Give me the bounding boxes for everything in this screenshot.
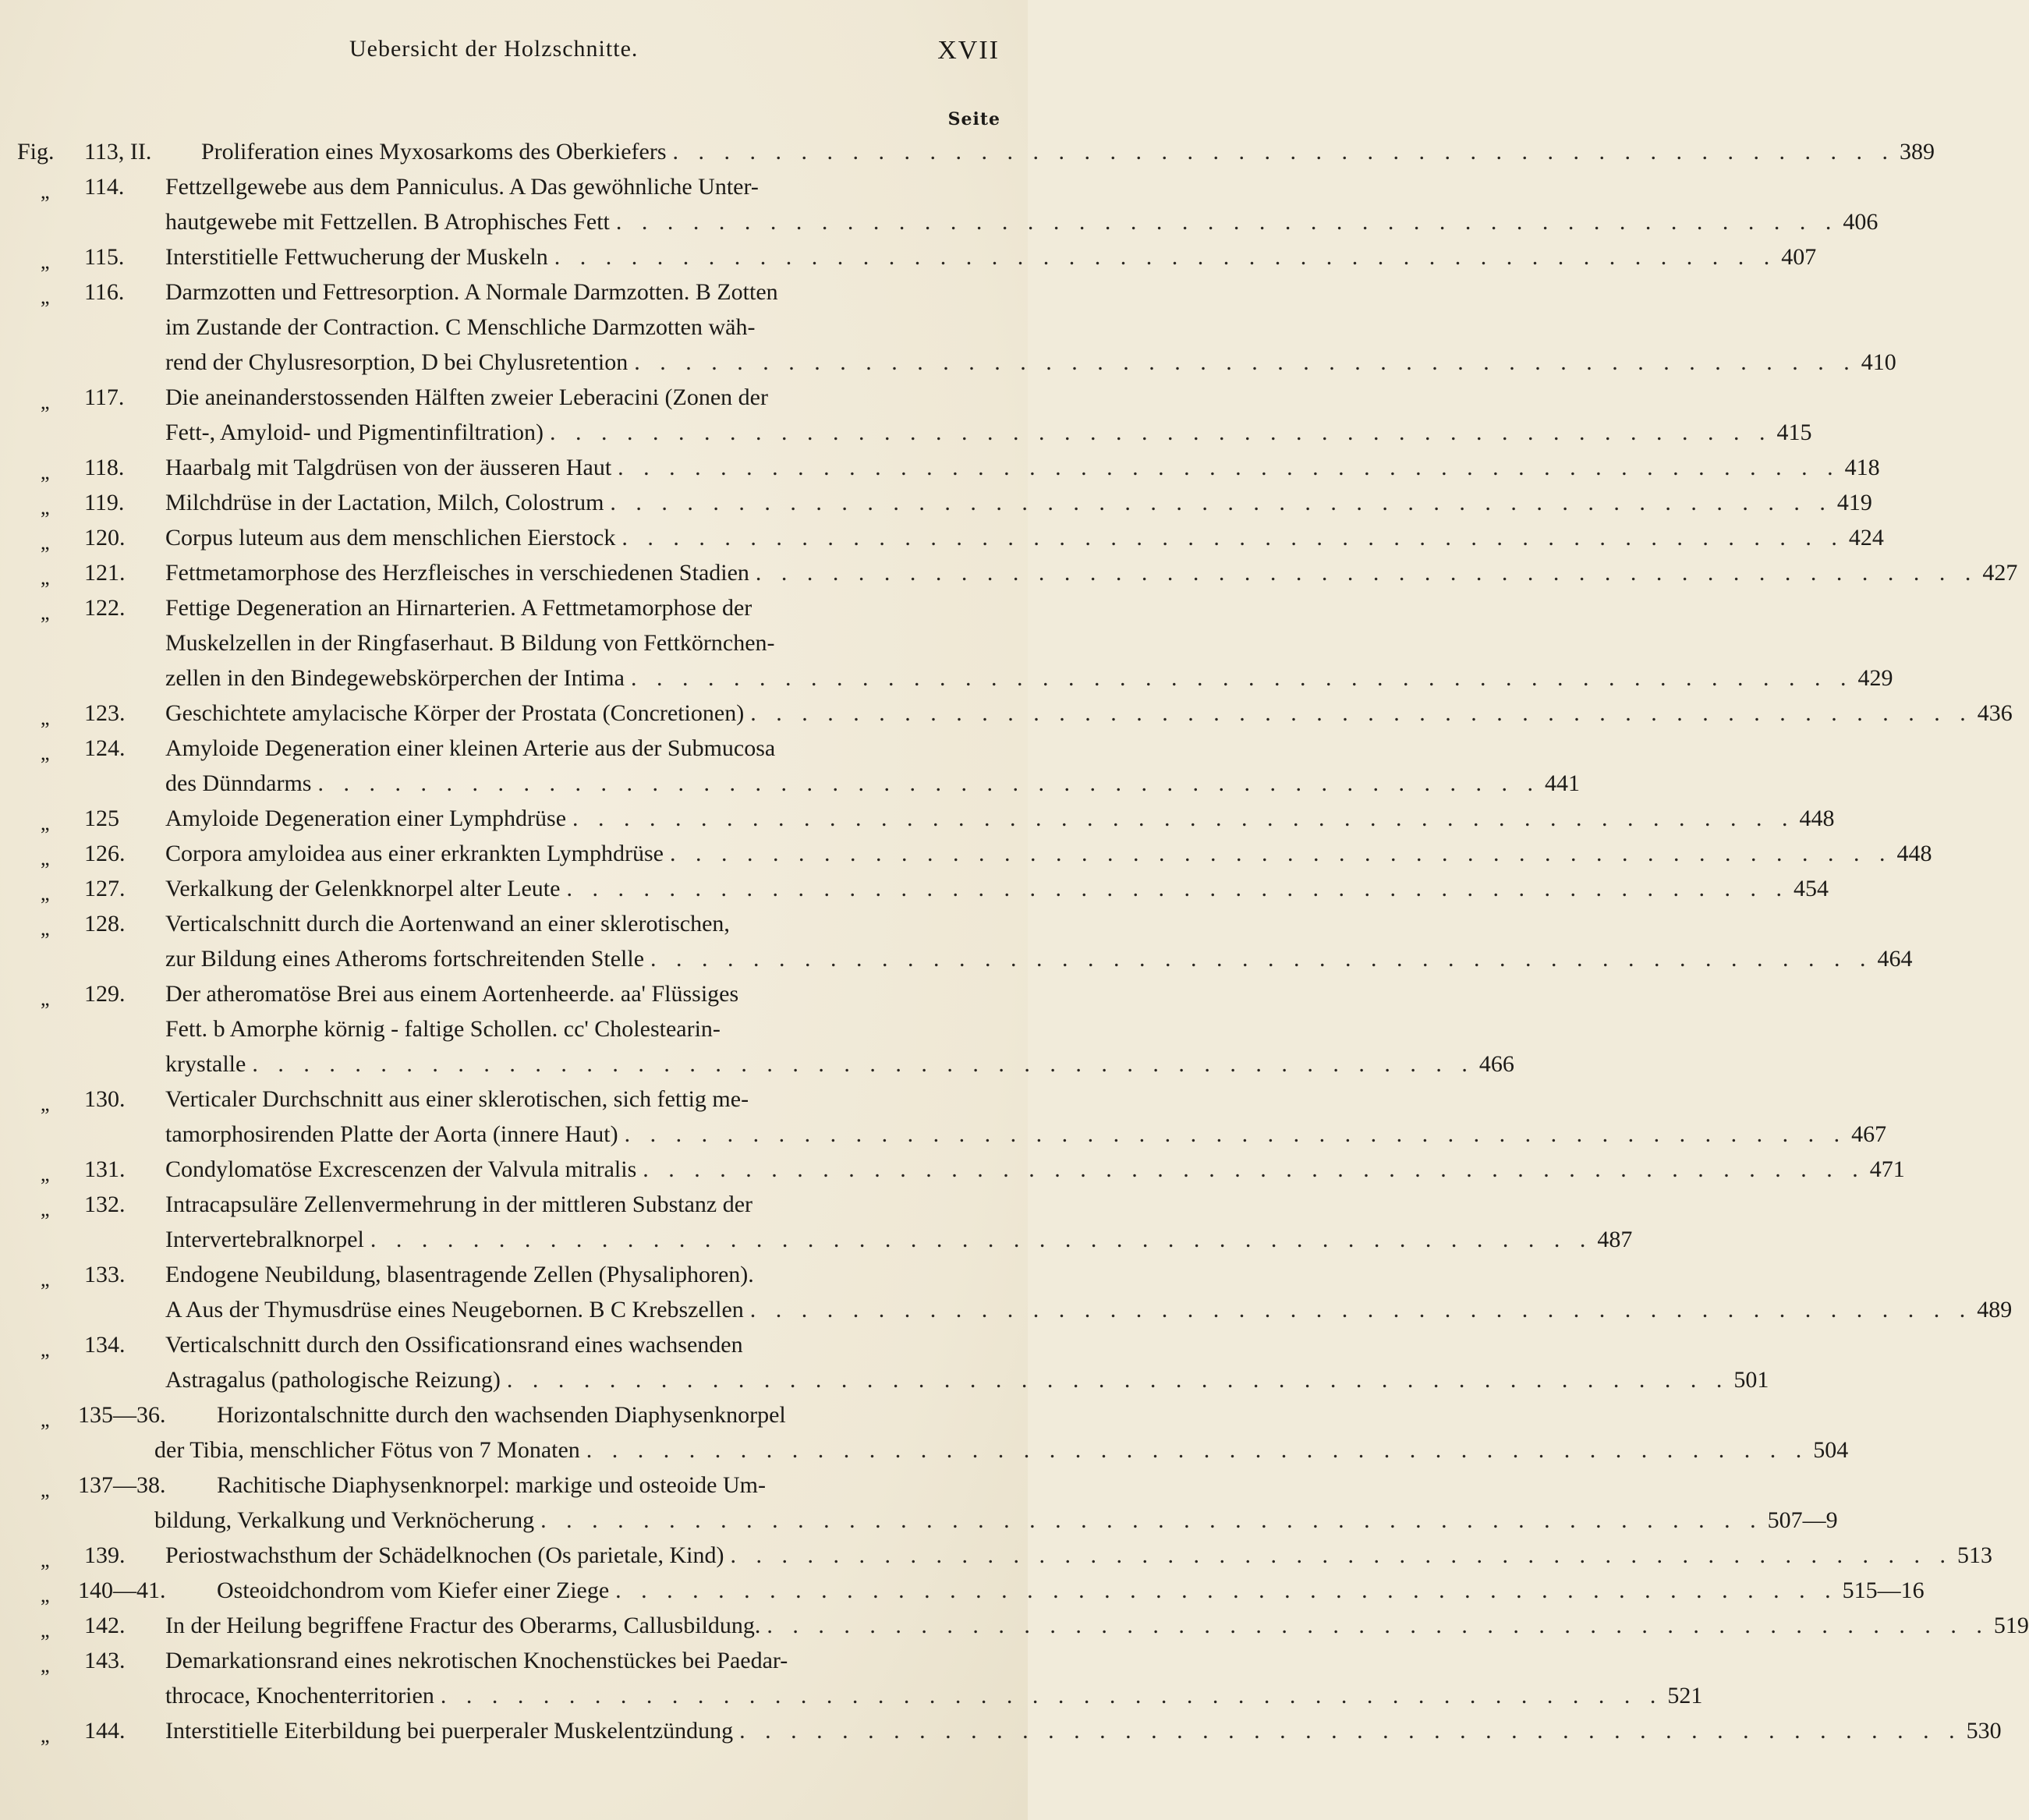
page-reference: 424 (1848, 525, 1884, 551)
leader-dots: . . . . . . . . . . . . . . . . . . . . . . . . . . . . . . . . . . . . . . . . . . . . . . . . (586, 1437, 1809, 1463)
entry-prefix: „ (41, 1478, 50, 1501)
description-last-line (201, 134, 1935, 169)
entry-prefix: „ (41, 1338, 50, 1361)
page-reference: 441 (1544, 770, 1580, 796)
figure-number: 125 (84, 806, 119, 831)
description-line: Verticaler Durchschnitt aus einer sklerotischen, sich fettig me- (165, 1086, 749, 1112)
entry-prefix: „ (41, 847, 50, 869)
page-header (0, 36, 1028, 67)
figure-entry (0, 520, 1884, 555)
page-reference: 427 (1982, 560, 2018, 586)
figure-number: 139. (84, 1542, 126, 1568)
entry-prefix: „ (41, 180, 50, 203)
leader-dots: . . . . . . . . . . . . . . . . . . . . . . . . . . . . . . . . . . . . . . . . . . . . . . . . (672, 139, 1896, 165)
page-reference: 513 (1956, 1542, 1992, 1568)
description-line: Die aneinanderstossenden Hälften zweier Leberacini (Zonen der (165, 384, 768, 410)
leader-dots: . . . . . . . . . . . . . . . . . . . . . . . . . . . . . . . . . . . . . . . . . . . . . . . . (730, 1542, 1953, 1568)
description-text: Corpus luteum aus dem menschlichen Eierstock (165, 525, 616, 551)
description-last-line (165, 871, 1829, 906)
description-last-line (165, 766, 1580, 801)
figure-description (165, 871, 1829, 906)
description-last-line (165, 696, 2013, 731)
page-reference: 454 (1793, 876, 1829, 901)
description-last-line (165, 1152, 1905, 1187)
description-text: Astragalus (pathologische Reizung) (165, 1367, 501, 1393)
figure-entry (0, 239, 1817, 274)
figure-entry (0, 1608, 2029, 1643)
figure-description (165, 274, 1896, 380)
figure-description (165, 1538, 1992, 1573)
leader-dots: . . . . . . . . . . . . . . . . . . . . . . . . . . . . . . . . . . . . . . . . . . . . . . . . (630, 665, 1854, 691)
figure-number: 118. (84, 455, 125, 480)
page-reference: 429 (1857, 665, 1893, 691)
description-line: Rachitische Diaphysenknorpel: markige und osteoide Um- (217, 1472, 766, 1498)
page-reference: 471 (1869, 1156, 1905, 1182)
page-reference: 521 (1667, 1683, 1703, 1708)
description-last-line (165, 660, 1893, 696)
figure-entry (0, 555, 2018, 590)
figure-description (165, 1713, 2002, 1748)
figure-entry (0, 1152, 1905, 1187)
page-reference: 448 (1896, 841, 1932, 866)
figure-number: 130. (84, 1086, 126, 1112)
figure-number: 122. (84, 595, 126, 621)
entry-prefix: „ (41, 461, 50, 483)
entry-prefix: „ (41, 496, 50, 519)
figure-entry (0, 1468, 1838, 1538)
figure-number: 124. (84, 735, 126, 761)
description-last-line (165, 836, 1932, 871)
figure-description (165, 239, 1817, 274)
description-text: Fett-, Amyloid- und Pigmentinfiltration) (165, 420, 544, 445)
description-line: Endogene Neubildung, blasentragende Zellen (Physaliphoren). (165, 1262, 754, 1287)
description-text: Haarbalg mit Talgdrüsen von der äusseren Haut (165, 455, 612, 480)
page-reference: 436 (1977, 700, 2013, 726)
figure-number: 131. (84, 1156, 126, 1182)
description-last-line (217, 1573, 1925, 1608)
figure-description (165, 1082, 1887, 1152)
entry-prefix: „ (41, 250, 50, 273)
figure-entry (0, 380, 1812, 450)
leader-dots: . . . . . . . . . . . . . . . . . . . . . . . . . . . . . . . . . . . . . . . . . . . . . . . . (618, 455, 1840, 480)
page-reference: 487 (1597, 1227, 1633, 1252)
description-text: Corpora amyloidea aus einer erkrankten Lymphdrüse (165, 841, 664, 866)
entry-prefix: „ (41, 1408, 50, 1431)
figure-index-list (0, 134, 2029, 1748)
description-last-line (165, 1046, 1514, 1082)
entry-prefix: „ (41, 1092, 50, 1115)
description-text: des Dünndarms (165, 770, 312, 796)
figure-description (201, 134, 1935, 169)
description-line: Darmzotten und Fettresorption. A Normale Darmzotten. B Zotten (165, 279, 778, 305)
entry-prefix: „ (41, 1198, 50, 1220)
description-text: Condylomatöse Excrescenzen der Valvula mitralis (165, 1156, 637, 1182)
figure-description (165, 1608, 2029, 1643)
description-last-line (165, 941, 1913, 976)
description-line: Amyloide Degeneration einer kleinen Arterie aus der Submucosa (165, 735, 776, 761)
leader-dots: . . . . . . . . . . . . . . . . . . . . . . . . . . . . . . . . . . . . . . . . . . . . . . . . (554, 244, 1777, 270)
figure-number: 144. (84, 1718, 126, 1744)
description-text: bildung, Verkalkung und Verknöcherung (154, 1507, 535, 1533)
figure-number: 123. (84, 700, 126, 726)
figure-description (165, 485, 1872, 520)
description-line: Horizontalschnitte durch den wachsenden Diaphysenknorpel (217, 1402, 786, 1428)
entry-prefix: Fig. (17, 139, 55, 165)
entry-prefix: „ (41, 917, 50, 940)
figure-number: 115. (84, 244, 125, 270)
description-last-line (165, 801, 1835, 836)
leader-dots: . . . . . . . . . . . . . . . . . . . . . . . . . . . . . . . . . . . . . . . . . . . . . . . . (624, 1121, 1847, 1147)
figure-entry (0, 169, 1879, 239)
figure-number: 135—36. (78, 1402, 166, 1428)
page-reference: 418 (1844, 455, 1880, 480)
figure-description (217, 1573, 1925, 1608)
description-line: Verticalschnitt durch die Aortenwand an einer sklerotischen, (165, 911, 730, 937)
figure-description (165, 836, 1932, 871)
description-text: rend der Chylusresorption, D bei Chylusretention (165, 349, 629, 375)
figure-description (165, 731, 1580, 801)
figure-entry (0, 450, 1880, 485)
description-text: Milchdrüse in der Lactation, Milch, Colostrum (165, 490, 604, 515)
figure-number: 120. (84, 525, 126, 551)
figure-entry (0, 134, 1935, 169)
leader-dots: . . . . . . . . . . . . . . . . . . . . . . . . . . . . . . . . . . . . . . . . . . . . . . . . (610, 490, 1832, 515)
figure-number: 128. (84, 911, 126, 937)
description-last-line (165, 1117, 1887, 1152)
page-reference: 507—9 (1767, 1507, 1838, 1533)
leader-dots: . . . . . . . . . . . . . . . . . . . . . . . . . . . . . . . . . . . . . . . . . . . . . . . . (440, 1683, 1663, 1708)
leader-dots: . . . . . . . . . . . . . . . . . . . . . . . . . . . . . . . . . . . . . . . . . . . . . . . . (634, 349, 1857, 375)
figure-number: 117. (84, 384, 125, 410)
description-last-line (165, 1608, 2029, 1643)
entry-prefix: „ (41, 1163, 50, 1185)
description-last-line (165, 1678, 1703, 1713)
page-reference: 448 (1799, 806, 1835, 831)
figure-number: 113, II. (84, 139, 152, 165)
figure-entry (0, 1327, 1769, 1397)
figure-entry (0, 731, 1580, 801)
page-reference: 519 (1993, 1613, 2029, 1638)
figure-entry (0, 836, 1932, 871)
figure-entry (0, 1257, 2013, 1327)
description-text: zellen in den Bindegewebskörperchen der Intima (165, 665, 625, 691)
figure-number: 132. (84, 1191, 126, 1217)
page-number: XVII (937, 36, 1000, 65)
entry-prefix: „ (41, 1584, 50, 1606)
figure-entry (0, 1713, 2002, 1748)
figure-description (165, 1257, 2013, 1327)
description-line: Der atheromatöse Brei aus einem Aortenheerde. aa' Flüssiges (165, 981, 739, 1007)
figure-description (165, 1187, 1633, 1257)
figure-entry (0, 976, 1514, 1082)
figure-description (165, 450, 1880, 485)
figure-number: 116. (84, 279, 125, 305)
figure-description (165, 906, 1913, 976)
description-last-line (165, 1222, 1633, 1257)
entry-prefix: „ (41, 391, 50, 413)
description-last-line (165, 555, 2018, 590)
description-text: zur Bildung eines Atheroms fortschreitenden Stelle (165, 946, 645, 972)
description-text: Amyloide Degeneration einer Lymphdrüse (165, 806, 567, 831)
leader-dots: . . . . . . . . . . . . . . . . . . . . . . . . . . . . . . . . . . . . . . . . . . . . . . . . (650, 946, 1873, 972)
description-text: Interstitielle Fettwucherung der Muskeln (165, 244, 548, 270)
description-text: tamorphosirenden Platte der Aorta (innere Haut) (165, 1121, 618, 1147)
description-text: Interstitielle Eiterbildung bei puerperaler Muskelentzündung (165, 1718, 734, 1744)
entry-prefix: „ (41, 531, 50, 554)
description-text: der Tibia, menschlicher Fötus von 7 Monaten (154, 1437, 580, 1463)
description-text: throcace, Knochenterritorien (165, 1683, 434, 1708)
page-reference: 464 (1877, 946, 1913, 972)
running-title: Uebersicht der Holzschnitte. (349, 36, 639, 62)
leader-dots: . . . . . . . . . . . . . . . . . . . . . . . . . . . . . . . . . . . . . . . . . . . . . . . . (750, 700, 1973, 726)
description-last-line (165, 520, 1884, 555)
description-text: hautgewebe mit Fettzellen. B Atrophisches Fett (165, 209, 610, 235)
description-last-line (165, 345, 1896, 380)
entry-prefix: „ (41, 812, 50, 834)
description-last-line (165, 450, 1880, 485)
leader-dots: . . . . . . . . . . . . . . . . . . . . . . . . . . . . . . . . . . . . . . . . . . . . . . . . (755, 560, 1978, 586)
figure-number: 121. (84, 560, 126, 586)
figure-description (154, 1397, 1849, 1468)
leader-dots: . . . . . . . . . . . . . . . . . . . . . . . . . . . . . . . . . . . . . . . . . . . . . . . . (370, 1227, 1593, 1252)
figure-description (165, 169, 1879, 239)
leader-dots: . . . . . . . . . . . . . . . . . . . . . . . . . . . . . . . . . . . . . . . . . . . . . . . . (749, 1297, 1973, 1323)
figure-description (165, 380, 1812, 450)
page-reference: 406 (1843, 209, 1879, 235)
entry-prefix: „ (41, 987, 50, 1010)
description-last-line (165, 239, 1817, 274)
page-reference: 467 (1851, 1121, 1887, 1147)
description-last-line (154, 1503, 1838, 1538)
description-last-line (165, 1538, 1992, 1573)
entry-prefix: „ (41, 1619, 50, 1641)
leader-dots: . . . . . . . . . . . . . . . . . . . . . . . . . . . . . . . . . . . . . . . . . . . . . . . . (739, 1718, 1962, 1744)
leader-dots: . . . . . . . . . . . . . . . . . . . . . . . . . . . . . . . . . . . . . . . . . . . . . . . . (615, 209, 1839, 235)
description-last-line (165, 1362, 1769, 1397)
entry-prefix: „ (41, 1724, 50, 1747)
figure-entry (0, 1082, 1887, 1152)
description-text: Fettmetamorphose des Herzfleisches in verschiedenen Stadien (165, 560, 749, 586)
description-text: Verkalkung der Gelenkknorpel alter Leute (165, 876, 561, 901)
figure-description (165, 555, 2018, 590)
description-line: Verticalschnitt durch den Ossificationsrand eines wachsenden (165, 1332, 743, 1358)
description-text: A Aus der Thymusdrüse eines Neugebornen. B C Krebszellen (165, 1297, 744, 1323)
figure-description (165, 976, 1514, 1082)
figure-number: 134. (84, 1332, 126, 1358)
leader-dots: . . . . . . . . . . . . . . . . . . . . . . . . . . . . . . . . . . . . . . . . . . . . . . . . (767, 1613, 1989, 1638)
description-last-line (165, 485, 1872, 520)
leader-dots: . . . . . . . . . . . . . . . . . . . . . . . . . . . . . . . . . . . . . . . . . . . . . . . . (615, 1577, 1838, 1603)
figure-entry (0, 274, 1896, 380)
page-reference: 501 (1733, 1367, 1769, 1393)
figure-description (165, 1152, 1905, 1187)
entry-prefix: „ (41, 285, 50, 308)
description-line: Fett. b Amorphe körnig - faltige Schollen. cc' Cholestearin- (165, 1016, 721, 1042)
page-reference: 410 (1861, 349, 1896, 375)
entry-prefix: „ (41, 706, 50, 729)
entry-prefix: „ (41, 1268, 50, 1291)
figure-entry (0, 1187, 1633, 1257)
page-reference: 504 (1813, 1437, 1849, 1463)
page-reference: 419 (1836, 490, 1872, 515)
figure-number: 133. (84, 1262, 126, 1287)
figure-number: 129. (84, 981, 126, 1007)
figure-entry (0, 1643, 1703, 1713)
description-line: Fettige Degeneration an Hirnarterien. A Fettmetamorphose der (165, 595, 752, 621)
figure-entry (0, 906, 1913, 976)
leader-dots: . . . . . . . . . . . . . . . . . . . . . . . . . . . . . . . . . . . . . . . . . . . . . . . . (669, 841, 1893, 866)
page-reference: 389 (1900, 139, 1935, 165)
description-text: krystalle (165, 1051, 246, 1077)
figure-description (165, 1327, 1769, 1397)
figure-number: 119. (84, 490, 125, 515)
figure-entry (0, 801, 1835, 836)
page-reference: 515—16 (1842, 1577, 1925, 1603)
description-line: im Zustande der Contraction. C Menschliche Darmzotten wäh- (165, 314, 756, 340)
description-last-line (154, 1432, 1849, 1468)
figure-entry (0, 1538, 1992, 1573)
leader-dots: . . . . . . . . . . . . . . . . . . . . . . . . . . . . . . . . . . . . . . . . . . . . . . . . (317, 770, 1540, 796)
description-last-line (165, 1292, 2013, 1327)
description-text: Geschichtete amylacische Körper der Prostata (Concretionen) (165, 700, 745, 726)
figure-entry (0, 1397, 1849, 1468)
figure-entry (0, 485, 1872, 520)
page-reference: 415 (1776, 420, 1812, 445)
leader-dots: . . . . . . . . . . . . . . . . . . . . . . . . . . . . . . . . . . . . . . . . . . . . . . . . (252, 1051, 1475, 1077)
figure-description (165, 696, 2013, 731)
figure-number: 137—38. (78, 1472, 166, 1498)
entry-prefix: „ (41, 1549, 50, 1571)
entry-prefix: „ (41, 566, 50, 589)
description-text: Proliferation eines Myxosarkoms des Oberkiefers (201, 139, 667, 165)
figure-description (165, 1643, 1703, 1713)
description-text: Intervertebralknorpel (165, 1227, 364, 1252)
figure-description (165, 520, 1884, 555)
leader-dots: . . . . . . . . . . . . . . . . . . . . . . . . . . . . . . . . . . . . . . . . . . . . . . . . (506, 1367, 1730, 1393)
figure-description (165, 801, 1835, 836)
figure-number: 143. (84, 1648, 126, 1673)
figure-entry (0, 871, 1829, 906)
description-last-line (165, 204, 1879, 239)
leader-dots: . . . . . . . . . . . . . . . . . . . . . . . . . . . . . . . . . . . . . . . . . . . . . . . . (643, 1156, 1865, 1182)
figure-number: 114. (84, 174, 125, 200)
description-text: Periostwachsthum der Schädelknochen (Os parietale, Kind) (165, 1542, 724, 1568)
page-reference: 489 (1977, 1297, 2013, 1323)
description-line: Muskelzellen in der Ringfaserhaut. B Bildung von Fettkörnchen- (165, 630, 775, 656)
entry-prefix: „ (41, 601, 50, 624)
entry-prefix: „ (41, 882, 50, 905)
figure-description (154, 1468, 1838, 1538)
leader-dots: . . . . . . . . . . . . . . . . . . . . . . . . . . . . . . . . . . . . . . . . . . . . . . . . (621, 525, 1844, 551)
figure-entry (0, 590, 1893, 696)
page-reference: 466 (1478, 1051, 1514, 1077)
figure-description (165, 590, 1893, 696)
description-text: Osteoidchondrom vom Kiefer einer Ziege (217, 1577, 610, 1603)
figure-entry (0, 1573, 1925, 1608)
entry-prefix: „ (41, 1654, 50, 1677)
description-text: In der Heilung begriffene Fractur des Oberarms, Callusbildung. (165, 1613, 761, 1638)
leader-dots: . . . . . . . . . . . . . . . . . . . . . . . . . . . . . . . . . . . . . . . . . . . . . . . . (549, 420, 1772, 445)
figure-number: 126. (84, 841, 126, 866)
figure-number: 127. (84, 876, 126, 901)
description-line: Demarkationsrand eines nekrotischen Knochenstückes bei Paedar- (165, 1648, 788, 1673)
page-reference: 407 (1781, 244, 1817, 270)
leader-dots: . . . . . . . . . . . . . . . . . . . . . . . . . . . . . . . . . . . . . . . . . . . . . . . . (572, 806, 1795, 831)
leader-dots: . . . . . . . . . . . . . . . . . . . . . . . . . . . . . . . . . . . . . . . . . . . . . . . . (540, 1507, 1763, 1533)
description-last-line (165, 415, 1812, 450)
figure-number: 140—41. (78, 1577, 166, 1603)
seite-column-label: Seite (947, 109, 1000, 129)
entry-prefix: „ (41, 742, 50, 764)
page-reference: 530 (1966, 1718, 2002, 1744)
description-line: Fettzellgewebe aus dem Panniculus. A Das gewöhnliche Unter- (165, 174, 759, 200)
leader-dots: . . . . . . . . . . . . . . . . . . . . . . . . . . . . . . . . . . . . . . . . . . . . . . . . (566, 876, 1789, 901)
figure-number: 142. (84, 1613, 126, 1638)
description-line: Intracapsuläre Zellenvermehrung in der mittleren Substanz der (165, 1191, 753, 1217)
figure-entry (0, 696, 2013, 731)
description-last-line (165, 1713, 2002, 1748)
